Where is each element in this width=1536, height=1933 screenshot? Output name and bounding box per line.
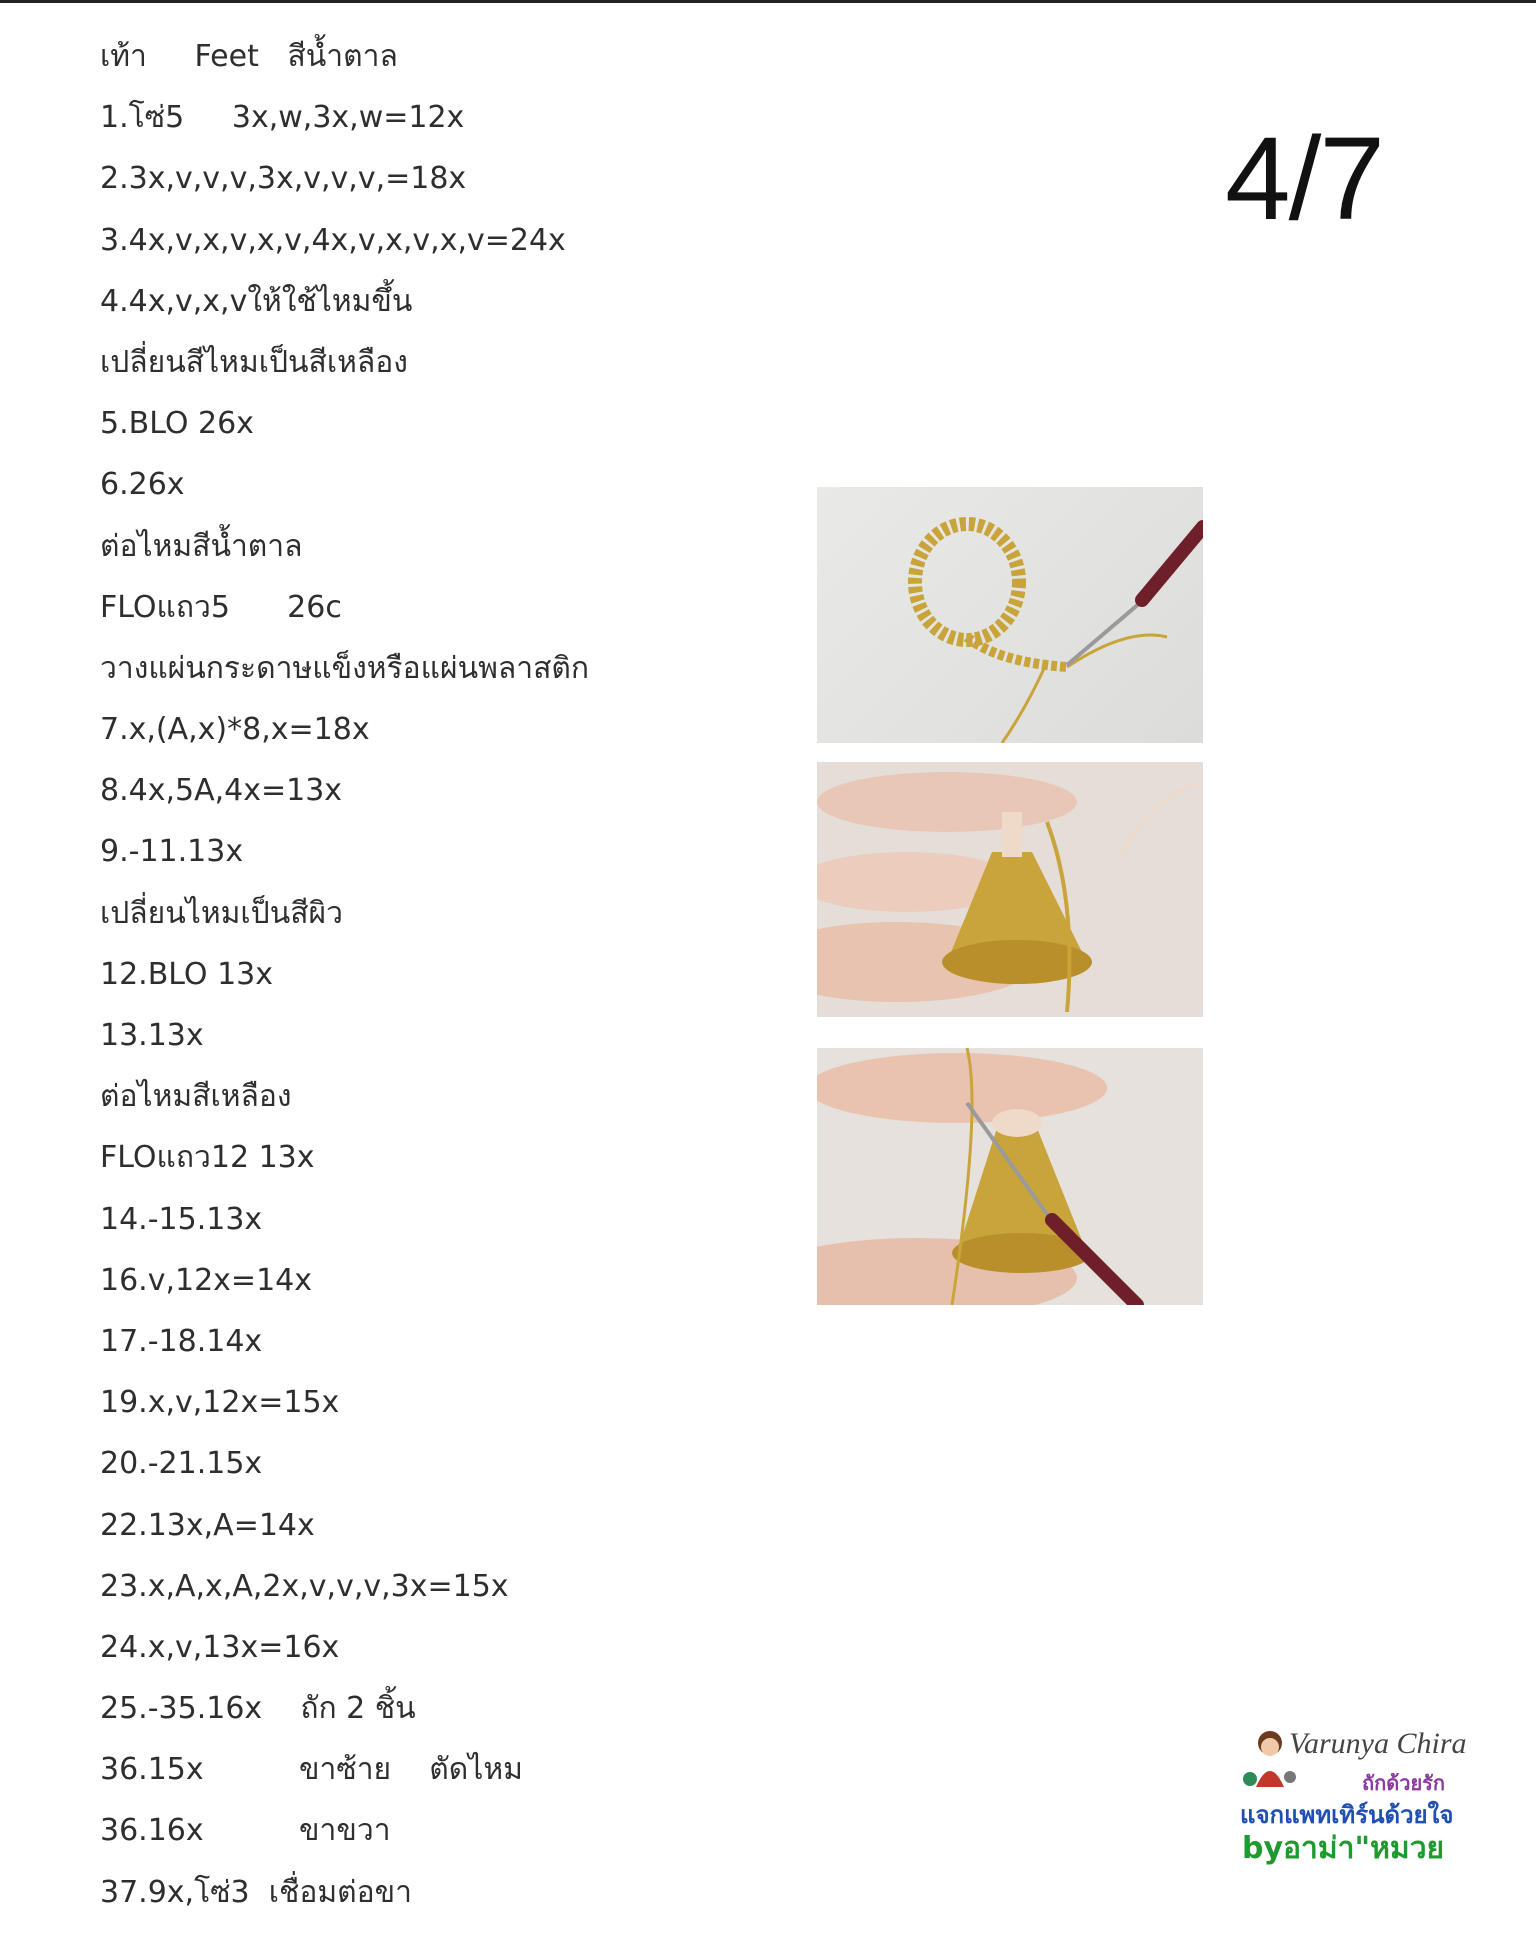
pattern-line: 1.โซ่5 3x,w,3x,w=12x (100, 100, 465, 136)
leg-color-change-illustration (817, 1048, 1203, 1305)
pattern-line: วางแผ่นกระดาษแข็งหรือแผ่นพลาสติก (100, 650, 590, 686)
pattern-instructions (100, 30, 589, 1927)
pattern-line: 3.4x,v,x,v,x,v,4x,v,x,v,x,v=24x (100, 222, 566, 258)
pattern-line: FLOแถว5 26c (100, 589, 342, 625)
brand-logo (1232, 1725, 1472, 1865)
pattern-line: 37.9x,โซ่3 เชื่อมต่อขา (100, 1874, 412, 1910)
logo-line2: แจกแพทเทิร์นด้วยใจ (1240, 1801, 1454, 1829)
pattern-line: ต่อไหมสีเหลือง (100, 1079, 292, 1115)
pattern-line: 16.v,12x=14x (100, 1262, 312, 1298)
pattern-line: เท้า Feet สีน้ำตาล (100, 39, 398, 74)
pattern-line: FLOแถว12 13x (100, 1140, 315, 1176)
pattern-line: 36.15x ขาซ้าย ตัดไหม (100, 1752, 523, 1788)
pattern-line: 22.13x,A=14x (100, 1507, 315, 1543)
pattern-line: 6.26x (100, 467, 185, 503)
step-photo-leg-color-change (817, 1048, 1203, 1305)
pattern-line: 14.-15.13x (100, 1201, 263, 1237)
pattern-line: 25.-35.16x ถัก 2 ชิ้น (100, 1691, 416, 1727)
step-photo-chain-ring (817, 487, 1203, 743)
pattern-line: 12.BLO 13x (100, 956, 274, 992)
top-border (0, 0, 1536, 3)
pattern-line: 24.x,v,13x=16x (100, 1629, 340, 1665)
page-number: 4/7 (1225, 113, 1384, 245)
logo-tagline: ถักด้วยรัก (1362, 1771, 1446, 1795)
pattern-line: 9.-11.13x (100, 834, 244, 870)
pattern-line: 23.x,A,x,A,2x,v,v,v,3x=15x (100, 1568, 509, 1604)
pattern-line: เปลี่ยนสีไหมเป็นสีเหลือง (100, 344, 408, 380)
foot-shaping-illustration (817, 762, 1203, 1017)
pattern-line: 17.-18.14x (100, 1323, 263, 1359)
step-photo-foot-shaping (817, 762, 1203, 1017)
pattern-line: 36.16x ขาขวา (100, 1813, 391, 1849)
pattern-line: 19.x,v,12x=15x (100, 1385, 340, 1421)
logo-line3: byอาม่า"หมวย (1242, 1831, 1445, 1866)
pattern-line: 5.BLO 26x (100, 406, 254, 442)
pattern-line: ต่อไหมสีน้ำตาล (100, 528, 303, 564)
pattern-line: 8.4x,5A,4x=13x (100, 773, 343, 809)
pattern-line: 20.-21.15x (100, 1446, 263, 1482)
pattern-line: 4.4x,v,x,vให้ใช้ไหมขึ้น (100, 283, 413, 319)
pattern-line: 7.x,(A,x)*8,x=18x (100, 712, 370, 748)
pattern-line: 13.13x (100, 1018, 204, 1053)
logo-name: Varunya Chira (1289, 1727, 1467, 1760)
chain-ring-illustration (817, 487, 1203, 743)
pattern-line: เปลี่ยนไหมเป็นสีผิว (100, 895, 343, 931)
pattern-line: 2.3x,v,v,v,3x,v,v,v,=18x (100, 161, 467, 197)
